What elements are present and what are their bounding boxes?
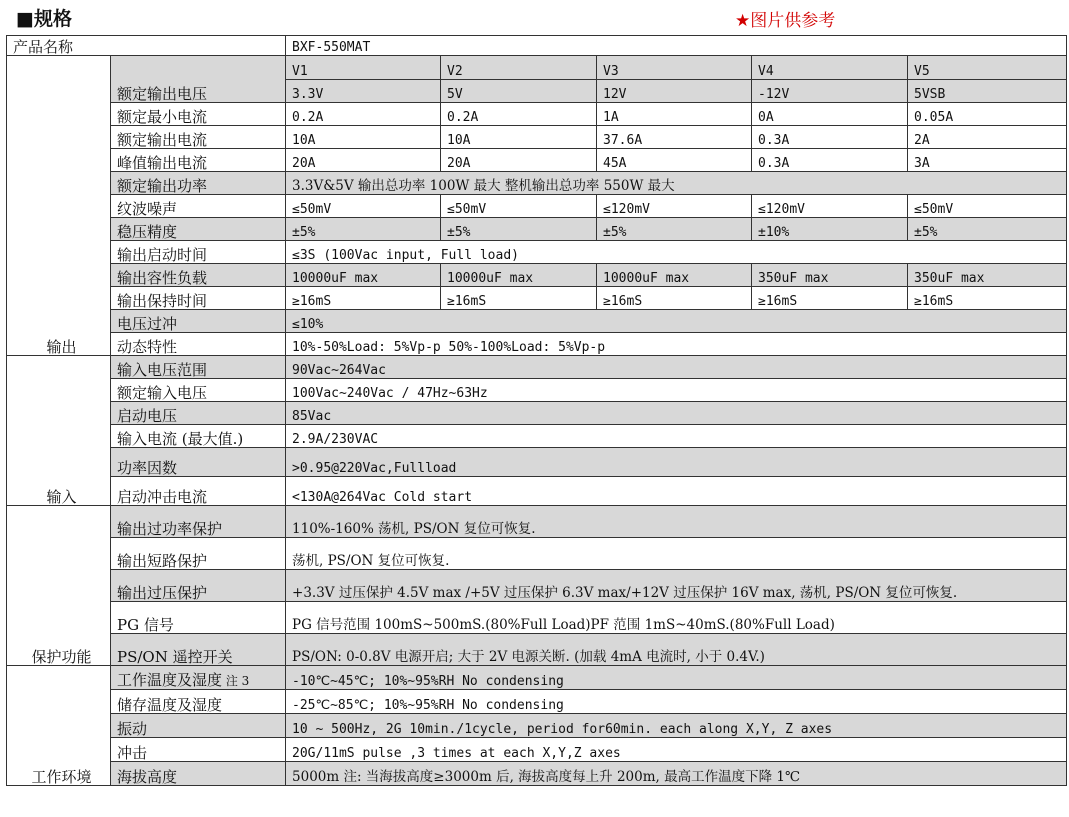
row-label-text: 功率因数 [117,459,178,477]
row-label [111,195,286,218]
row-label [111,714,286,738]
row-label [111,333,286,356]
spec-cell-v2: V2 [441,56,597,80]
spec-table [6,35,1067,786]
table-row [7,634,1067,666]
spec-cell-v5: 3A [908,149,1067,172]
spec-cell-v2: 10A [441,126,597,149]
row-label-text: 额定最小电流 [117,108,208,126]
table-row [7,310,1067,333]
spec-value: 85Vac [286,402,1067,425]
spec-cell-v4: 0A [752,103,908,126]
row-label [111,379,286,402]
row-label-note: 注 3 [222,674,250,688]
row-label-text: 输入电压范围 [117,361,208,379]
row-label [111,241,286,264]
row-label-text: 电压过冲 [117,315,178,333]
spec-cell-v5: ≤50mV [908,195,1067,218]
table-row [7,287,1067,310]
row-label [111,762,286,786]
spec-value: 10 ~ 500Hz, 2G 10min./1cycle, period for60min. each along X,Y, Z axes [286,714,1067,738]
table-row [7,738,1067,762]
row-label [111,425,286,448]
spec-value: 110%-160% 荡机, PS/ON 复位可恢复. [286,506,1067,538]
spec-cell-v3: ≤120mV [597,195,752,218]
spec-cell-v4: ≤120mV [752,195,908,218]
row-label-text: 储存温度及湿度 [117,696,223,714]
section-title: ■规格 [16,8,72,30]
table-row [7,56,1067,80]
spec-value: PG 信号范围 100mS~500mS.(80%Full Load)PF 范围 1mS~40mS.(80%Full Load) [286,602,1067,634]
table-row [7,690,1067,714]
row-label-text: 稳压精度 [117,223,178,241]
spec-value: >0.95@220Vac,Fullload [286,448,1067,477]
spec-cell-v5: ≥16mS [908,287,1067,310]
rated-voltage-v1: 3.3V [286,80,441,103]
row-label-text: 启动冲击电流 [117,488,208,506]
spec-cell-v3: ±5% [597,218,752,241]
table-row [7,241,1067,264]
spec-cell-v2: ≥16mS [441,287,597,310]
row-label-text: 输出过压保护 [117,584,208,602]
spec-value: 荡机, PS/ON 复位可恢复. [286,538,1067,570]
table-row [7,195,1067,218]
output-group-label: 输出 [7,56,111,356]
row-label-text: 动态特性 [117,338,178,356]
spec-cell-v5: 350uF max [908,264,1067,287]
table-row [7,36,1067,56]
table-row [7,506,1067,538]
table-row [7,477,1067,506]
row-label-text: PG 信号 [117,616,174,634]
spec-cell-v3: 10000uF max [597,264,752,287]
row-label-text: 输入电流 (最大值.) [117,430,244,448]
spec-cell-v3: ≥16mS [597,287,752,310]
table-row [7,762,1067,786]
table-row [7,666,1067,690]
row-label-text: 振动 [117,720,148,738]
rated-voltage-v2: 5V [441,80,597,103]
spec-cell-v1: ±5% [286,218,441,241]
row-label [111,738,286,762]
row-label [111,477,286,506]
table-row [7,103,1067,126]
product-label: 产品名称 [7,36,286,56]
input-group-label: 输入 [7,356,111,506]
spec-cell-v5: V5 [908,56,1067,80]
spec-cell-v2: 20A [441,149,597,172]
spec-cell-v2: ±5% [441,218,597,241]
table-row [7,538,1067,570]
reference-note: ★图片供参考 [735,11,836,31]
row-label [111,126,286,149]
row-label [111,506,286,538]
table-row [7,425,1067,448]
row-label [111,218,286,241]
spec-value: 2.9A/230VAC [286,425,1067,448]
spec-cell-v2: ≤50mV [441,195,597,218]
row-label [111,287,286,310]
row-label-text: PS/ON 遥控开关 [117,648,233,666]
spec-cell-v4: 0.3A [752,149,908,172]
spec-cell-v1: V1 [286,56,441,80]
spec-cell-v3: 37.6A [597,126,752,149]
spec-cell-v2: 10000uF max [441,264,597,287]
spec-cell-v5: ±5% [908,218,1067,241]
spec-value: 10%-50%Load: 5%Vp-p 50%-100%Load: 5%Vp-p [286,333,1067,356]
row-label [111,356,286,379]
row-label-text: 峰值输出电流 [117,154,208,172]
row-label-text: 输出过功率保护 [117,520,223,538]
table-row [7,218,1067,241]
row-label [111,402,286,425]
row-label [111,570,286,602]
row-label-text: 额定输出电压 [117,85,208,103]
spec-cell-v3: V3 [597,56,752,80]
spec-cell-v4: 350uF max [752,264,908,287]
table-row [7,264,1067,287]
row-label-text: 额定输出功率 [117,177,208,195]
rated-voltage-v5: 5VSB [908,80,1067,103]
row-label [111,172,286,195]
spec-value: <130A@264Vac Cold start [286,477,1067,506]
row-label-text: 额定输入电压 [117,384,208,402]
table-row [7,379,1067,402]
spec-cell-v4: V4 [752,56,908,80]
row-label-text: 海拔高度 [117,768,178,786]
spec-cell-v4: ≥16mS [752,287,908,310]
row-label [111,56,286,103]
spec-value: PS/ON: 0-0.8V 电源开启; 大于 2V 电源关断. (加载 4mA 电流时, 小于 0.4V.) [286,634,1067,666]
spec-cell-v1: ≤50mV [286,195,441,218]
spec-value: 100Vac~240Vac / 47Hz~63Hz [286,379,1067,402]
spec-value: 90Vac~264Vac [286,356,1067,379]
table-row [7,402,1067,425]
row-label [111,448,286,477]
page-header [0,0,1069,32]
spec-value: ≤10% [286,310,1067,333]
spec-cell-v3: 1A [597,103,752,126]
row-label-text: 额定输出电流 [117,131,208,149]
table-row [7,149,1067,172]
row-label-text: 输出启动时间 [117,246,208,264]
row-label [111,634,286,666]
row-label-text: 冲击 [117,744,148,762]
rated-voltage-v3: 12V [597,80,752,103]
product-value: BXF-550MAT [286,36,1067,56]
row-label [111,538,286,570]
row-label-text: 输出容性负载 [117,269,208,287]
protection-group-label: 保护功能 [7,506,111,666]
spec-cell-v1: 0.2A [286,103,441,126]
row-label-text: 输出保持时间 [117,292,208,310]
spec-cell-v5: 2A [908,126,1067,149]
spec-cell-v1: 10A [286,126,441,149]
row-label-text: 输出短路保护 [117,552,208,570]
spec-value: 20G/11mS pulse ,3 times at each X,Y,Z axes [286,738,1067,762]
table-row [7,126,1067,149]
spec-cell-v2: 0.2A [441,103,597,126]
row-label [111,149,286,172]
row-label [111,264,286,287]
row-label [111,310,286,333]
row-label [111,103,286,126]
table-row [7,714,1067,738]
spec-value: 5000m 注: 当海拔高度≥3000m 后, 海拔高度每上升 200m, 最高工作温度下降 1℃ [286,762,1067,786]
spec-cell-v4: 0.3A [752,126,908,149]
table-row [7,333,1067,356]
table-row [7,172,1067,195]
row-label [111,690,286,714]
table-row [7,602,1067,634]
table-row [7,448,1067,477]
table-row [7,570,1067,602]
row-label [111,602,286,634]
spec-value: +3.3V 过压保护 4.5V max /+5V 过压保护 6.3V max/+12V 过压保护 16V max, 荡机, PS/ON 复位可恢复. [286,570,1067,602]
row-label-text: 启动电压 [117,407,178,425]
row-label [111,666,286,690]
row-label-text: 工作温度及湿度 [117,671,223,689]
environment-group-label: 工作环境 [7,666,111,786]
spec-value: -10℃~45℃; 10%~95%RH No condensing [286,666,1067,690]
spec-value: 3.3V&5V 输出总功率 100W 最大 整机输出总功率 550W 最大 [286,172,1067,195]
spec-cell-v1: ≥16mS [286,287,441,310]
spec-cell-v3: 45A [597,149,752,172]
spec-value: -25℃~85℃; 10%~95%RH No condensing [286,690,1067,714]
row-label-text: 纹波噪声 [117,200,178,218]
spec-cell-v1: 10000uF max [286,264,441,287]
spec-cell-v5: 0.05A [908,103,1067,126]
spec-cell-v1: 20A [286,149,441,172]
rated-voltage-v4: -12V [752,80,908,103]
spec-cell-v4: ±10% [752,218,908,241]
table-row [7,356,1067,379]
spec-value: ≤3S (100Vac input, Full load) [286,241,1067,264]
